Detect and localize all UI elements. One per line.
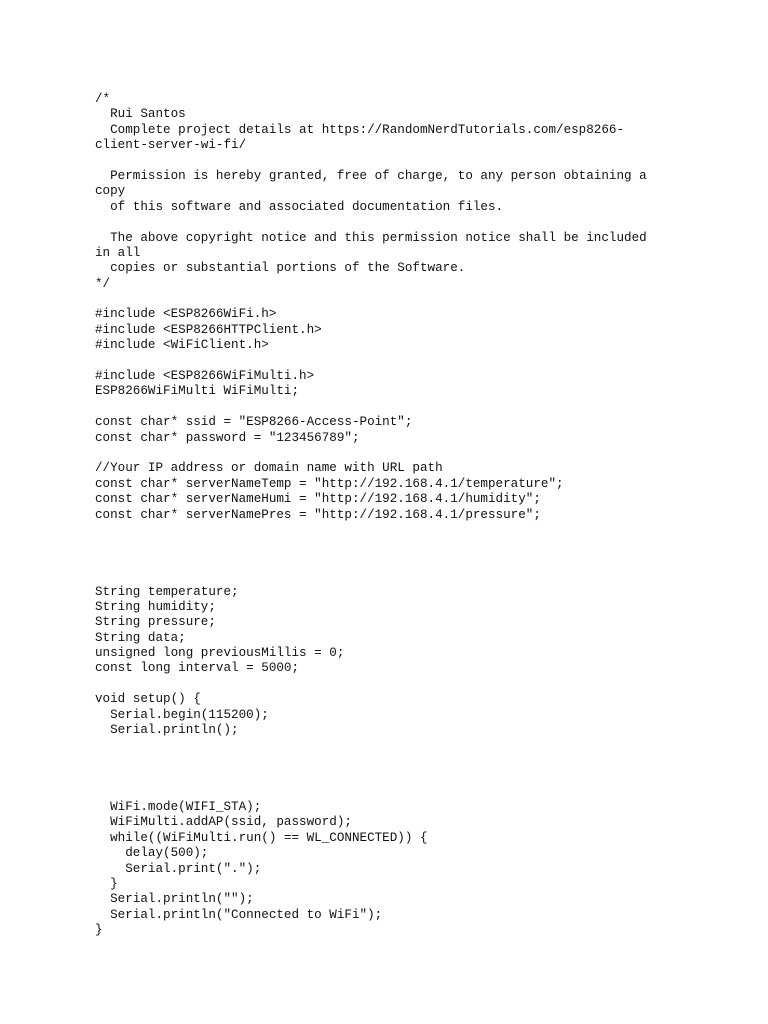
code-line: The above copyright notice and this permission notice shall be included bbox=[95, 230, 647, 245]
code-line bbox=[95, 400, 695, 415]
code-line: Permission is hereby granted, free of charge, to any person obtaining a bbox=[95, 168, 647, 183]
code-line: Serial.begin(115200); bbox=[95, 707, 269, 722]
code-line: copy bbox=[95, 184, 126, 199]
code-line: #include <ESP8266HTTPClient.h> bbox=[95, 322, 322, 337]
code-line: in all bbox=[95, 245, 141, 260]
code-line: copies or substantial portions of the Software. bbox=[95, 261, 466, 276]
code-line bbox=[95, 554, 695, 569]
code-line: const long interval = 5000; bbox=[95, 661, 300, 676]
code-line: */ bbox=[95, 276, 111, 291]
code-line: /* bbox=[95, 92, 111, 106]
code-line: String temperature; bbox=[95, 584, 239, 599]
code-line: } bbox=[95, 923, 103, 938]
code-line bbox=[95, 754, 695, 769]
code-line bbox=[95, 523, 695, 538]
code-line: Serial.println(); bbox=[95, 723, 239, 738]
code-line: delay(500); bbox=[95, 846, 209, 861]
code-line: Serial.print("."); bbox=[95, 861, 262, 876]
code-line: const char* serverNameHumi = "http://192.168.4.1/humidity"; bbox=[95, 492, 541, 507]
code-line: #include <ESP8266WiFi.h> bbox=[95, 307, 277, 322]
code-line bbox=[95, 677, 695, 692]
code-line bbox=[95, 769, 695, 784]
code-line bbox=[95, 354, 695, 369]
code-line: ESP8266WiFiMulti WiFiMulti; bbox=[95, 384, 300, 399]
code-line bbox=[95, 292, 695, 307]
code-line bbox=[95, 569, 695, 584]
code-line: String pressure; bbox=[95, 615, 216, 630]
code-line: String data; bbox=[95, 630, 186, 645]
code-line: #include <WiFiClient.h> bbox=[95, 338, 269, 353]
code-listing bbox=[95, 92, 695, 938]
code-line: WiFiMulti.addAP(ssid, password); bbox=[95, 815, 352, 830]
code-line: Rui Santos bbox=[95, 107, 186, 122]
code-line: #include <ESP8266WiFiMulti.h> bbox=[95, 369, 315, 384]
code-line: const char* password = "123456789"; bbox=[95, 430, 360, 445]
code-line: } bbox=[95, 876, 118, 891]
code-line: Serial.println("Connected to WiFi"); bbox=[95, 907, 383, 922]
code-line: const char* serverNamePres = "http://192.168.4.1/pressure"; bbox=[95, 507, 541, 522]
code-line: unsigned long previousMillis = 0; bbox=[95, 646, 345, 661]
code-line bbox=[95, 215, 695, 230]
code-line: of this software and associated documentation files. bbox=[95, 199, 504, 214]
code-line: client-server-wi-fi/ bbox=[95, 138, 247, 153]
code-line: while((WiFiMulti.run() == WL_CONNECTED)) { bbox=[95, 830, 428, 845]
code-line: Complete project details at https://RandomNerdTutorials.com/esp8266- bbox=[95, 122, 625, 137]
code-line: const char* serverNameTemp = "http://192.168.4.1/temperature"; bbox=[95, 476, 564, 491]
code-line bbox=[95, 446, 695, 461]
code-line: void setup() { bbox=[95, 692, 201, 707]
code-line: String humidity; bbox=[95, 599, 216, 614]
code-line: const char* ssid = "ESP8266-Access-Point"; bbox=[95, 415, 413, 430]
code-line: //Your IP address or domain name with URL path bbox=[95, 461, 443, 476]
code-line bbox=[95, 738, 695, 753]
code-line: Serial.println(""); bbox=[95, 892, 254, 907]
code-line bbox=[95, 785, 695, 800]
code-line bbox=[95, 538, 695, 553]
code-line: WiFi.mode(WIFI_STA); bbox=[95, 799, 262, 814]
code-line bbox=[95, 154, 695, 169]
